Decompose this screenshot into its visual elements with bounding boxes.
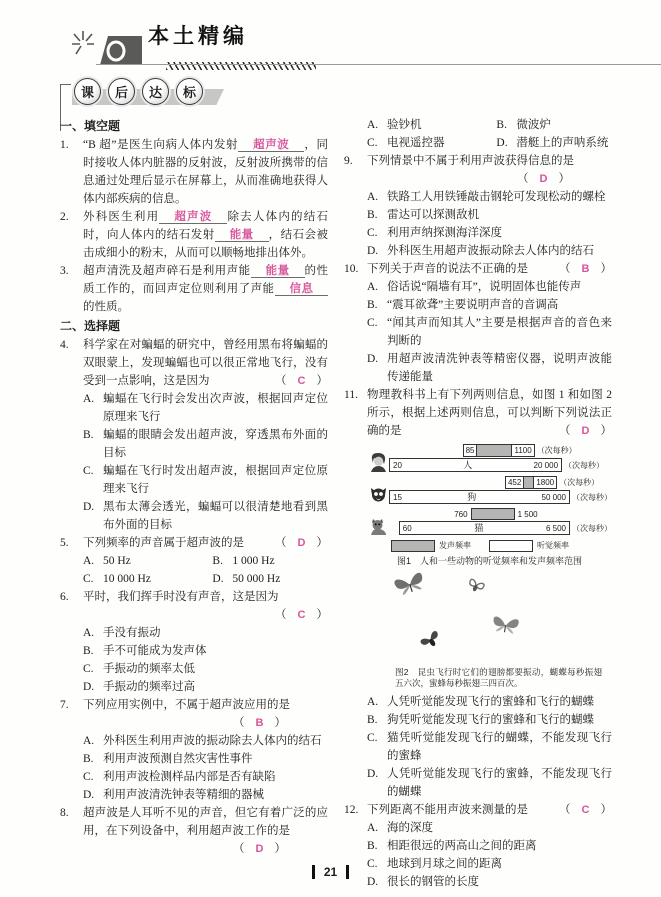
question-text: 超声清洗及超声碎石是利用声能 xyxy=(83,265,251,277)
freq-row-cat: 760 1 500 60 猫 6 500 （次每秒） xyxy=(367,508,612,535)
option-c: C. “闻其声而知其人”主要是根据声音的音色来判断的 xyxy=(367,317,612,347)
question-text: 物理教科书上有下列两则信息，如图 1 和如图 2 所示，根据上述两则信息，可以判断下列说法正确的是 xyxy=(367,389,612,437)
question-text: 除去人体内的结石时，向人体内的结石发射 xyxy=(83,211,328,241)
answer-letter: C xyxy=(581,804,590,816)
answer-mark xyxy=(555,422,612,440)
question-text: 的性质工作的，而回声定位则利用了声能 xyxy=(83,265,329,295)
paren-open: （ xyxy=(275,609,287,621)
option-b: B. 利用声波预测自然灾害性事件 xyxy=(83,753,253,765)
question-number: 9. xyxy=(344,155,353,167)
question-9 xyxy=(344,152,612,260)
paren-close: ） xyxy=(316,537,328,549)
option-b: B. 蝙蝠的眼睛会发出超声波，穿透黑布外面的目标 xyxy=(83,429,328,459)
bee-icon xyxy=(462,575,488,602)
human-icon xyxy=(367,452,389,472)
option-b: B. 雷达可以探测敌机 xyxy=(367,209,479,221)
question-number: 3. xyxy=(60,265,69,277)
left-column xyxy=(60,116,328,891)
question-text: 平时，我们挥手时没有声音，这是因为 xyxy=(83,591,279,603)
voice-range-bar: 85 1100 xyxy=(463,444,535,457)
question-1 xyxy=(60,136,328,208)
bee-icon xyxy=(415,625,450,659)
question-text: ，结石会被击成细小的粉末，从而可以顺畅地排出体外。 xyxy=(83,229,329,259)
badge-char-3: 达 xyxy=(142,78,169,105)
answer-letter: B xyxy=(581,263,590,275)
dog-icon xyxy=(367,486,389,504)
paren-close: ） xyxy=(316,609,328,621)
question-text: 超声波是人耳听不见的声音，但它有着广泛的应用，在下列设备中，利用超声波工作的是 xyxy=(83,807,328,837)
section-title-fill-in: 一、填空题 xyxy=(60,119,121,133)
page-footer xyxy=(0,863,661,881)
butterfly-icon xyxy=(487,612,523,646)
header-divider xyxy=(96,64,661,65)
answer-letter: C xyxy=(297,375,306,387)
question-number: 4. xyxy=(60,339,69,351)
option-d: D. 外科医生用超声波振动除去人体内的结石 xyxy=(367,245,594,257)
section-title-choice: 二、选择题 xyxy=(60,319,121,333)
option-d: D. 利用声波清洗钟表等精细的器械 xyxy=(83,789,264,801)
paren-open: （ xyxy=(275,537,287,549)
figure-1-legend: 发声频率 听觉频率 xyxy=(391,540,612,552)
freq-row-dog: 452 1800 （次每秒） 15 狗 50 000 （次每秒） xyxy=(367,476,612,504)
option-c: C. 手振动的频率太低 xyxy=(83,663,195,675)
answer-letter: D xyxy=(539,173,548,185)
option-c: C. 电视遥控器 xyxy=(367,137,445,149)
paren-close: ） xyxy=(558,173,570,185)
paren-close: ） xyxy=(274,717,286,729)
option-d: D. 手振动的频率过高 xyxy=(83,681,195,693)
question-number: 8. xyxy=(60,807,69,819)
question-10 xyxy=(344,260,612,386)
answer-mark xyxy=(271,372,328,390)
answer-mark xyxy=(555,260,612,278)
paren-open: （ xyxy=(233,717,245,729)
figure-1-frequency-chart xyxy=(367,444,612,567)
option-c: C. 猫凭听觉能发现飞行的蝴蝶，不能发现飞行的蜜蜂 xyxy=(367,732,612,762)
option-d: D. 50 000 Hz xyxy=(212,573,281,585)
logo-emblem-icon xyxy=(98,32,142,71)
figure-1-caption: 图1 人和一些动物的听觉频率和发声频率范围 xyxy=(396,556,582,566)
option-d: D. 人凭听觉能发现飞行的蜜蜂，不能发现飞行的蝴蝶 xyxy=(367,768,612,798)
badge-char-1: 课 xyxy=(74,78,101,105)
starburst-icon xyxy=(70,28,96,63)
question-number: 5. xyxy=(60,537,69,549)
option-b: B. 手不可能成为发声体 xyxy=(83,645,207,657)
question-8-options xyxy=(344,116,612,152)
question-text: ，同时接收人体内脏器的反射波，反射波所携带的信息通过处理后显示在屏幕上，从而准确地获得人体内部疾病的信息。 xyxy=(83,139,329,205)
question-8 xyxy=(60,804,328,858)
question-text: 科学家在对蝙蝠的研究中，曾经用黑布将蝙蝠的双眼蒙上，发现蝙蝠也可以很正常地飞行，没有受到一点影响，这是因为 xyxy=(83,339,328,387)
question-11 xyxy=(344,386,612,801)
answer-letter: B xyxy=(255,717,264,729)
option-c: C. 利用声纳探测海洋深度 xyxy=(367,227,502,239)
option-a: A. 铁路工人用铁锤敲击钢轮可发现松动的螺栓 xyxy=(367,191,606,203)
option-b: B. 微波炉 xyxy=(496,119,551,131)
paren-close: ） xyxy=(600,263,612,275)
option-a: A. 海的深度 xyxy=(367,822,433,834)
question-text: 下列应用实例中，不属于超声波应用的是 xyxy=(83,699,290,711)
question-number: 11. xyxy=(344,389,358,401)
paren-open: （ xyxy=(233,843,245,855)
question-number: 7. xyxy=(60,699,69,711)
paren-open: （ xyxy=(517,173,529,185)
question-6 xyxy=(60,588,328,696)
answer-letter: D xyxy=(297,537,306,549)
question-number: 2. xyxy=(60,211,69,223)
question-2 xyxy=(60,208,328,262)
option-d: D. 很长的钢管的长度 xyxy=(367,876,479,888)
question-text: 下列频率的声音属于超声波的是 xyxy=(83,537,244,549)
page-number: 21 xyxy=(312,865,349,879)
question-3 xyxy=(60,262,328,316)
answer-mark xyxy=(271,534,328,552)
option-a: A. 验钞机 xyxy=(367,119,422,131)
option-c: C. 10 000 Hz xyxy=(83,573,151,585)
brand-logo xyxy=(70,26,316,65)
question-number: 6. xyxy=(60,591,69,603)
hearing-frequency-swatch xyxy=(489,540,533,552)
paren-open: （ xyxy=(275,375,287,387)
answer-letter: C xyxy=(297,609,306,621)
answer-blank: 能量 xyxy=(215,229,269,242)
question-text: 下列关于声音的说法不正确的是 xyxy=(367,263,528,275)
hearing-range-bar: 15 狗 50 000 xyxy=(389,490,570,504)
question-number: 1. xyxy=(60,139,69,151)
paren-close: ） xyxy=(316,375,328,387)
voice-frequency-swatch xyxy=(391,540,435,552)
question-text: 下列情景中不属于利用声波获得信息的是 xyxy=(367,155,574,167)
paren-open: （ xyxy=(559,804,571,816)
answer-mark xyxy=(367,170,612,188)
butterfly-icon xyxy=(389,567,433,609)
option-c: C. 利用声波检测样品内部是否有缺陷 xyxy=(83,771,276,783)
section-badge xyxy=(74,78,203,105)
hearing-range-bar: 60 猫 6 500 xyxy=(399,521,570,535)
paren-close: ） xyxy=(600,804,612,816)
paren-open: （ xyxy=(559,263,571,275)
answer-mark xyxy=(271,606,328,624)
option-b: B. 1 000 Hz xyxy=(212,555,275,567)
question-4 xyxy=(60,336,328,534)
question-text: 的性质。 xyxy=(83,301,129,313)
option-a: A. 外科医生利用声波的振动除去人体内的结石 xyxy=(83,735,322,747)
option-a: A. 俗话说“隔墙有耳”，说明固体也能传声 xyxy=(367,281,582,293)
question-5 xyxy=(60,534,328,588)
answer-blank: 超声波 xyxy=(159,211,227,224)
option-b: B. “震耳欲聋”主要说明声音的音调高 xyxy=(367,299,559,311)
question-text: 下列距离不能用声波来测量的是 xyxy=(367,804,528,816)
option-a: A. 手没有振动 xyxy=(83,627,161,639)
content-columns xyxy=(60,116,612,891)
right-column xyxy=(344,116,612,891)
paren-close: ） xyxy=(274,843,286,855)
answer-blank: 能量 xyxy=(251,265,305,278)
answer-mark xyxy=(83,714,328,732)
option-d: D. 用超声波清洗钟表等精密仪器，说明声波能传递能量 xyxy=(367,353,612,383)
figure-2-caption: 图2 昆虫飞行时它们的翅膀都要振动，蝴蝶每秒振翅五六次，蜜蜂每秒振翅三四百次。 xyxy=(395,667,602,688)
question-text: 外科医生利用 xyxy=(83,211,160,223)
badge-char-2: 后 xyxy=(108,78,135,105)
option-a: A. 50 Hz xyxy=(83,555,131,567)
question-number: 10. xyxy=(344,263,359,275)
option-d: D. 黑布太薄会透光，蝙蝠可以很清楚地看到黑布外面的目标 xyxy=(83,501,328,531)
option-c: C. 蝙蝠在飞行时发出超声波，根据回声定位原理来飞行 xyxy=(83,465,328,495)
voice-range-bar: 452 1800 xyxy=(505,476,557,489)
cat-icon xyxy=(367,518,389,535)
figure-2-insects xyxy=(367,570,612,666)
answer-blank: 信息 xyxy=(275,283,328,296)
answer-blank: 超声波 xyxy=(238,139,304,152)
paren-open: （ xyxy=(559,425,571,437)
answer-letter: D xyxy=(581,425,590,437)
option-a: A. 蝙蝠在飞行时会发出次声波，根据回声定位原理来飞行 xyxy=(83,393,328,423)
question-7 xyxy=(60,696,328,804)
option-a: A. 人凭听觉能发现飞行的蜜蜂和飞行的蝴蝶 xyxy=(367,696,594,708)
question-text: “B 超”是医生向病人体内发射 xyxy=(83,139,239,151)
paren-close: ） xyxy=(600,425,612,437)
option-d: D. 潜艇上的声呐系统 xyxy=(496,137,609,149)
option-c: C. 地球到月球之间的距离 xyxy=(367,858,502,870)
option-b: B. 相距很远的两高山之间的距离 xyxy=(367,840,537,852)
option-b: B. 狗凭听觉能发现飞行的蜜蜂和飞行的蝴蝶 xyxy=(367,714,594,726)
freq-row-human: 85 1100 （次每秒） 20 人 20 000 （次每秒） xyxy=(367,444,612,472)
answer-letter: D xyxy=(255,843,264,855)
brand-title: 本土精编 xyxy=(148,25,248,48)
question-number: 12. xyxy=(344,804,359,816)
voice-range-bar xyxy=(471,508,515,520)
badge-char-4: 标 xyxy=(176,78,203,105)
answer-mark xyxy=(555,801,612,819)
answer-mark xyxy=(83,840,328,858)
hearing-range-bar: 20 人 20 000 xyxy=(389,458,562,472)
